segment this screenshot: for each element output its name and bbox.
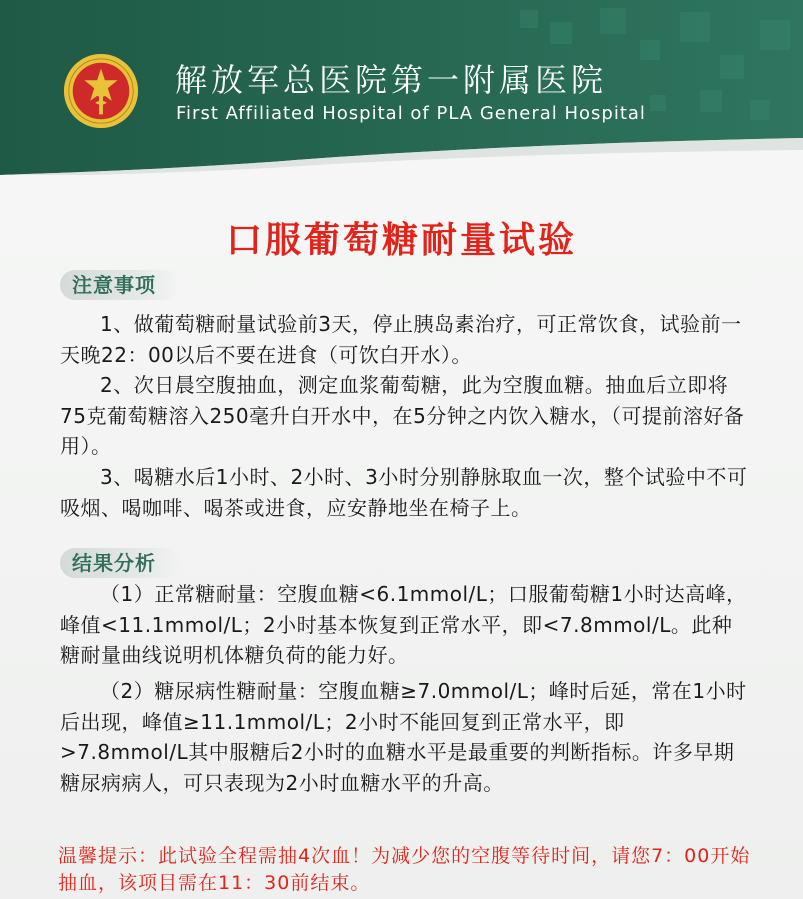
precaution-item-1: 1、做葡萄糖耐量试验前3天，停止胰岛素治疗，可正常饮食，试验前一天晚22：00以后不要在进食（可饮白开水）。 [60,312,742,367]
precaution-item-2: 2、次日晨空腹抽血，测定血浆葡萄糖，此为空腹血糖。抽血后立即将75克葡萄糖溶入250毫升白开水中，在5分钟之内饮入糖水，（可提前溶好备用）。 [60,373,745,458]
section-heading-results: 结果分析 [60,548,180,578]
result-item-1: （1）正常糖耐量：空腹血糖<6.1mmol/L；口服葡萄糖1小时达高峰，峰值<11.1mmol/L；2小时基本恢复到正常水平，即<7.8mmol/L。此种糖耐量曲线说明机体糖负荷的能力好。 [60,582,747,667]
hospital-name-en: First Affiliated Hospital of PLA General Hospital [176,103,646,124]
hospital-name-cn: 解放军总医院第一附属医院 [175,61,608,99]
page-title: 口服葡萄糖耐量试验 [225,220,577,261]
precaution-item-3: 3、喝糖水后1小时、2小时、3小时分别静脉取血一次，整个试验中不可吸烟、喝咖啡、喝茶或进食，应安静地坐在椅子上。 [60,465,748,520]
hospital-emblem-icon [62,52,140,130]
result-item-2: （2）糖尿病性糖耐量：空腹血糖≥7.0mmol/L；峰时后延，常在1小时后出现，峰值≥11.1mmol/L；2小时不能回复到正常水平，即>7.8mmol/L其中服糖后2小时的血糖水平是最重要的判断指标。许多早期糖尿病病人，可只表现为2小时血糖水平的升高。 [60,679,747,795]
reminder-note: 温馨提示：此试验全程需抽4次血！为减少您的空腹等待时间，请您7：00开始抽血，该项目需在11：30前结束。 [58,845,751,894]
section-heading-precautions: 注意事项 [60,270,180,300]
